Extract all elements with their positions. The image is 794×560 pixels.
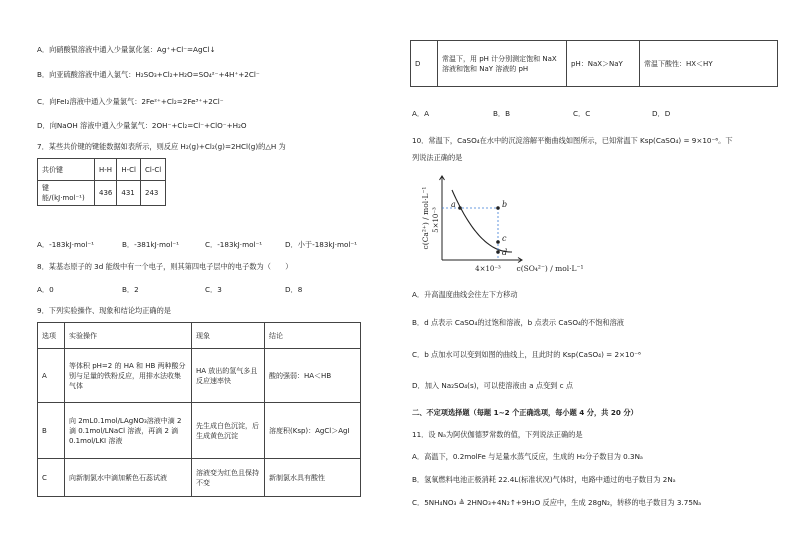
q9-header-phenomenon: 现象 (192, 323, 265, 349)
point-a (458, 206, 462, 210)
q9-experiment-table (37, 322, 361, 497)
table-row (38, 403, 361, 459)
q9-choice-b: B．B (493, 109, 511, 118)
q7-header-hcl: H-Cl (117, 159, 141, 181)
q9-stem: 9．下列实验操作、现象和结论均正确的是 (37, 306, 171, 315)
q9-choice-c: C．C (573, 109, 591, 118)
q9-header-conclusion: 结论 (265, 323, 361, 349)
q11-stem: 11．设 Nₐ为阿伏伽德罗常数的值，下列说法正确的是 (412, 430, 583, 439)
q11-option-a: A．高温下，0.2molFe 与足量水蒸气反应，生成的 H₂分子数目为 0.3Nₐ (412, 452, 643, 461)
section-2-heading: 二、不定项选择题（每题 1~2 个正确选项，每小题 4 分，共 20 分） (412, 408, 638, 417)
point-label-a: a (451, 200, 456, 209)
q7-choice-a: A．-183kJ·mol⁻¹ (37, 240, 95, 249)
q6-option-b: B．向亚硫酸溶液中通入氯气：H₂SO₃+Cl₂+H₂O=SO₄²⁻+4H⁺+2Cl⁻ (37, 70, 260, 79)
q7-value-hh: 436 (95, 181, 117, 206)
q8-stem: 8．某基态原子的 3d 能级中有一个电子，则其第四电子层中的电子数为（ ） (37, 262, 293, 271)
point-label-d: d (502, 248, 508, 257)
q9-row-c-option: C (38, 459, 65, 497)
point-label-c: c (502, 234, 507, 243)
q9-choice-a: A．A (412, 109, 430, 118)
q11-option-c: C．5NH₄NO₃ ≜ 2HNO₃+4N₂↑+9H₂O 反应中，生成 28gN₂，转移的电子数目为 3.75Nₐ (412, 498, 702, 507)
q6-option-a: A．向硝酸银溶液中通入少量氯化氢：Ag⁺+Cl⁻=AgCl↓ (37, 45, 216, 54)
q11-option-b: B．氢氧燃料电池正极消耗 22.4L(标准状况)气体时，电路中通过的电子数目为 2Nₐ (412, 475, 676, 484)
table-row (38, 459, 361, 497)
y-tick-label: 5×10⁻³ (432, 207, 440, 233)
q10-choice-c: C．b 点加水可以变到如图的曲线上，且此时的 Ksp(CaSO₄) = 2×10⁻⁶ (412, 350, 641, 359)
q10-stem-line-2: 列说法正确的是 (412, 153, 463, 162)
q9-row-a-operation: 等体积 pH=2 的 HA 和 HB 两种酸分别与足量的铁粉反应，用排水法收集气体 (65, 349, 192, 403)
q7-choice-b: B．-381kJ·mol⁻¹ (122, 240, 180, 249)
q6-option-c: C．向FeI₂溶液中通入少量氯气：2Fe²⁺+Cl₂=2Fe³⁺+2Cl⁻ (37, 97, 224, 106)
q10-stem-line-1: 10．常温下，CaSO₄在水中的沉淀溶解平衡曲线如图所示，已知常温下 Ksp(CaSO₄) = 9×10⁻⁶。下 (412, 136, 733, 145)
q9-row-a-conclusion: 酸的强弱：HA＜HB (265, 349, 361, 403)
point-b (496, 206, 500, 210)
q8-choice-c: C．3 (205, 285, 222, 294)
q10-solubility-chart (408, 172, 598, 280)
q7-choice-d: D．小于-183kJ·mol⁻¹ (285, 240, 358, 249)
point-label-b: b (502, 200, 508, 209)
q8-choice-a: A．0 (37, 285, 54, 294)
q9-table-continued (410, 40, 778, 87)
table-row (411, 41, 778, 87)
q9-row-c-phenomenon: 溶液变为红色且保持不变 (192, 459, 265, 497)
q9-row-c-operation: 向新制氯水中滴加紫色石蕊试液 (65, 459, 192, 497)
q10-choice-a: A．升高温度曲线会往左下方移动 (412, 290, 518, 299)
q7-row-label-bond: 共价键 (38, 159, 95, 181)
q9-row-b-conclusion: 溶度积(Ksp)：AgCl＞AgI (265, 403, 361, 459)
q9-row-a-option: A (38, 349, 65, 403)
q7-header-hh: H-H (95, 159, 117, 181)
q9-row-d-phenomenon: pH：NaX＞NaY (567, 41, 640, 87)
q7-bond-table (37, 158, 166, 206)
x-axis-label: c(SO₄²⁻) / mol·L⁻¹ (516, 264, 584, 273)
q7-stem: 7．某些共价键的键能数据如表所示，则反应 H₂(g)+Cl₂(g)=2HCl(g)的△H 为 (37, 142, 286, 151)
q8-choice-d: D．8 (285, 285, 303, 294)
q7-header-clcl: Cl-Cl (141, 159, 166, 181)
q8-choice-b: B．2 (122, 285, 139, 294)
q9-header-option: 选项 (38, 323, 65, 349)
q10-choice-b: B．d 点表示 CaSO₄的过饱和溶液，b 点表示 CaSO₄的不饱和溶液 (412, 318, 624, 327)
q9-row-b-phenomenon: 先生成白色沉淀，后生成黄色沉淀 (192, 403, 265, 459)
point-d (496, 250, 500, 254)
q9-choice-d: D．D (652, 109, 671, 118)
table-row (38, 349, 361, 403)
q7-value-clcl: 243 (141, 181, 166, 206)
q7-value-hcl: 431 (117, 181, 141, 206)
q9-row-d-conclusion: 常温下酸性：HX＜HY (640, 41, 778, 87)
q9-row-b-option: B (38, 403, 65, 459)
point-c (496, 240, 500, 244)
q7-choice-c: C．-183kJ·mol⁻¹ (205, 240, 263, 249)
x-tick-label: 4×10⁻³ (475, 265, 501, 273)
q9-row-b-operation: 向 2mL0.1mol/LAgNO₃溶液中滴 2 滴 0.1mol/LNaCl 溶液，再滴 2 滴 0.1mol/LKI 溶液 (65, 403, 192, 459)
q9-row-d-option: D (411, 41, 438, 87)
y-axis-label: c(Ca²⁺) / mol·L⁻¹ (421, 186, 430, 250)
q9-row-d-operation: 常温下，用 pH 计分别测定饱和 NaX 溶液和饱和 NaY 溶液的 pH (438, 41, 567, 87)
q6-option-d: D．向NaOH 溶液中通入少量氯气：2OH⁻+Cl₂=Cl⁻+ClO⁻+H₂O (37, 121, 247, 130)
q7-row-label-energy: 键能/(kJ·mol⁻¹) (38, 181, 95, 206)
q10-choice-d: D．加入 Na₂SO₄(s)，可以使溶液由 a 点变到 c 点 (412, 381, 574, 390)
q9-header-operation: 实验操作 (65, 323, 192, 349)
q9-row-c-conclusion: 新制氯水具有酸性 (265, 459, 361, 497)
q9-row-a-phenomenon: HA 放出的氢气多且反应速率快 (192, 349, 265, 403)
